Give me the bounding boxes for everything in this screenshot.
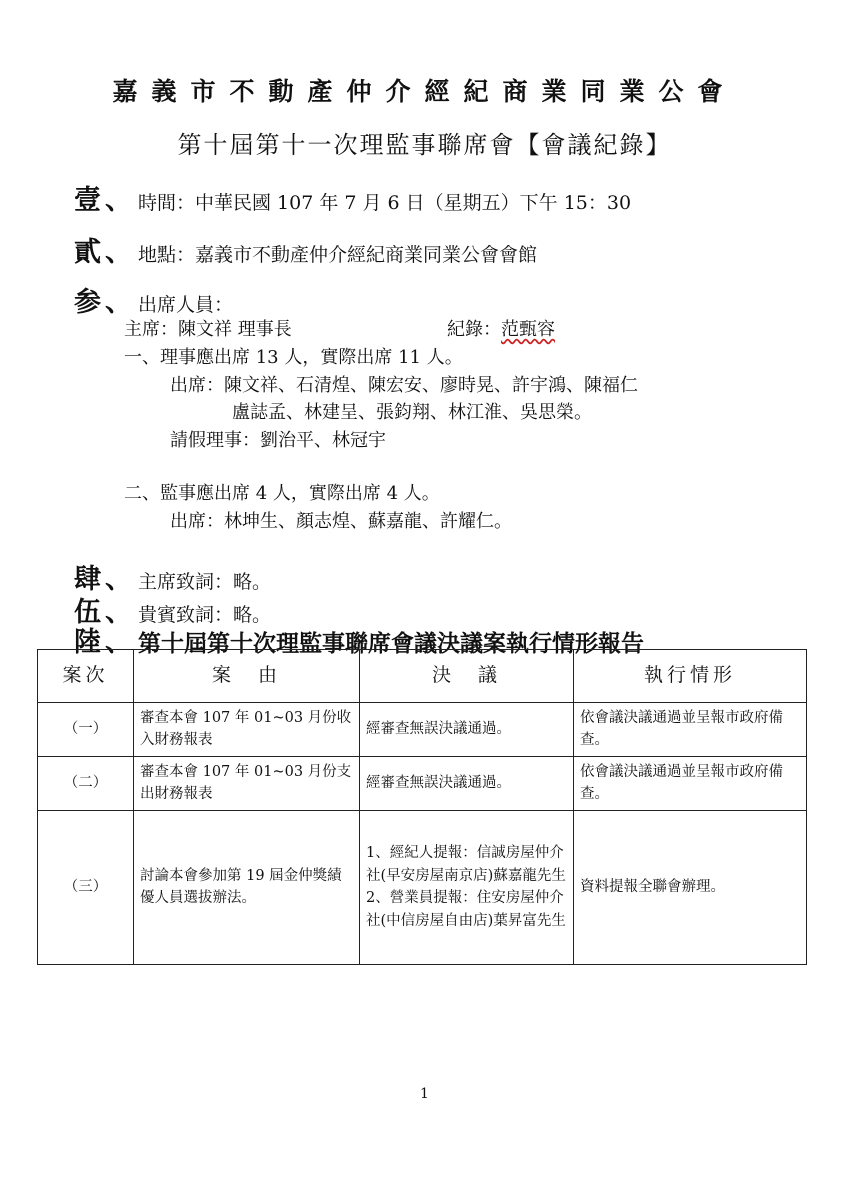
case-no: （三） (38, 810, 134, 964)
section-mark: 、 (105, 185, 132, 216)
recorder-label: 紀錄： (447, 319, 501, 340)
section-number: 陸 (74, 627, 101, 658)
directors-count: 一、理事應出席 13 人，實際出席 11 人。 (124, 347, 463, 368)
resolution-report-table (37, 649, 807, 965)
directors-present-line-2: 盧誌孟、林建呈、張鈞翔、林江淮、吳思榮。 (232, 402, 592, 423)
table-row (38, 810, 807, 964)
case-subject: 審查本會 107 年 01~03 月份收入財務報表 (134, 703, 360, 757)
attendees-heading: 出席人員： (138, 294, 234, 316)
section-number: 伍 (74, 597, 101, 628)
case-status: 資料提報全聯會辦理。 (574, 810, 807, 964)
case-resolution: 經審查無誤決議通過。 (360, 756, 574, 810)
page-number: 1 (420, 1086, 429, 1102)
document-title: 第十屆第十一次理監事聯席會【會議紀錄】 (177, 131, 672, 159)
case-status: 依會議決議通過並呈報市政府備查。 (574, 703, 807, 757)
col-header-status: 執行情形 (574, 650, 807, 703)
col-header-case-no: 案次 (38, 650, 134, 703)
col-header-resolution: 決 議 (360, 650, 574, 703)
meeting-location: 地點：嘉義市不動產仲介經紀商業同業公會會館 (138, 244, 538, 266)
resolution-item-2: 2、營業員提報：住安房屋仲介社(中信房屋自由店)葉昇富先生 (366, 890, 566, 929)
recorder-name: 范甄容 (501, 319, 555, 340)
chairperson: 主席：陳文祥 理事長 (124, 319, 292, 340)
case-no: （一） (38, 703, 134, 757)
table-row (38, 756, 807, 810)
case-resolution (360, 810, 574, 964)
table-row (38, 703, 807, 757)
section-mark: 、 (105, 597, 132, 628)
section-number: 貳 (74, 237, 101, 268)
organization-title: 嘉義市不動產仲介經紀商業同業公會 (112, 77, 737, 106)
case-subject: 討論本會參加第 19 屆金仲獎績優人員選拔辦法。 (134, 810, 360, 964)
col-header-subject: 案 由 (134, 650, 360, 703)
table-header-row (38, 650, 807, 703)
recorder (447, 315, 555, 341)
report-heading: 第十屆第十次理監事聯席會議決議案執行情形報告 (138, 630, 644, 657)
section-mark: 、 (105, 627, 132, 658)
section-number: 参 (74, 287, 101, 318)
section-location (74, 230, 537, 269)
case-subject: 審查本會 107 年 01~03 月份支出財務報表 (134, 756, 360, 810)
section-number: 肆 (74, 564, 101, 595)
resolution-item-1: 1、經紀人提報：信誠房屋仲介社(早安房屋南京店)蘇嘉龍先生 (366, 845, 566, 884)
chair-speech: 主席致詞：略。 (138, 571, 272, 593)
case-resolution: 經審查無誤決議通過。 (360, 703, 574, 757)
case-status: 依會議決議通過並呈報市政府備查。 (574, 756, 807, 810)
directors-on-leave: 請假理事：劉治平、林冠宇 (170, 430, 386, 451)
section-time (74, 178, 631, 217)
section-mark: 、 (105, 237, 132, 268)
directors-present-line-1: 出席：陳文祥、石清煌、陳宏安、廖時晃、許宇鴻、陳福仁 (170, 375, 638, 396)
supervisors-count: 二、監事應出席 4 人，實際出席 4 人。 (124, 483, 440, 504)
case-no: （二） (38, 756, 134, 810)
supervisors-present: 出席：林坤生、顏志煌、蘇嘉龍、許耀仁。 (170, 511, 512, 532)
section-attendees (74, 280, 233, 319)
meeting-time: 時間：中華民國 107 年 7 月 6 日（星期五）下午 15：30 (138, 192, 632, 214)
section-mark: 、 (105, 287, 132, 318)
section-number: 壹 (74, 185, 101, 216)
guest-speech: 貴賓致詞：略。 (138, 604, 272, 626)
section-mark: 、 (105, 564, 132, 595)
